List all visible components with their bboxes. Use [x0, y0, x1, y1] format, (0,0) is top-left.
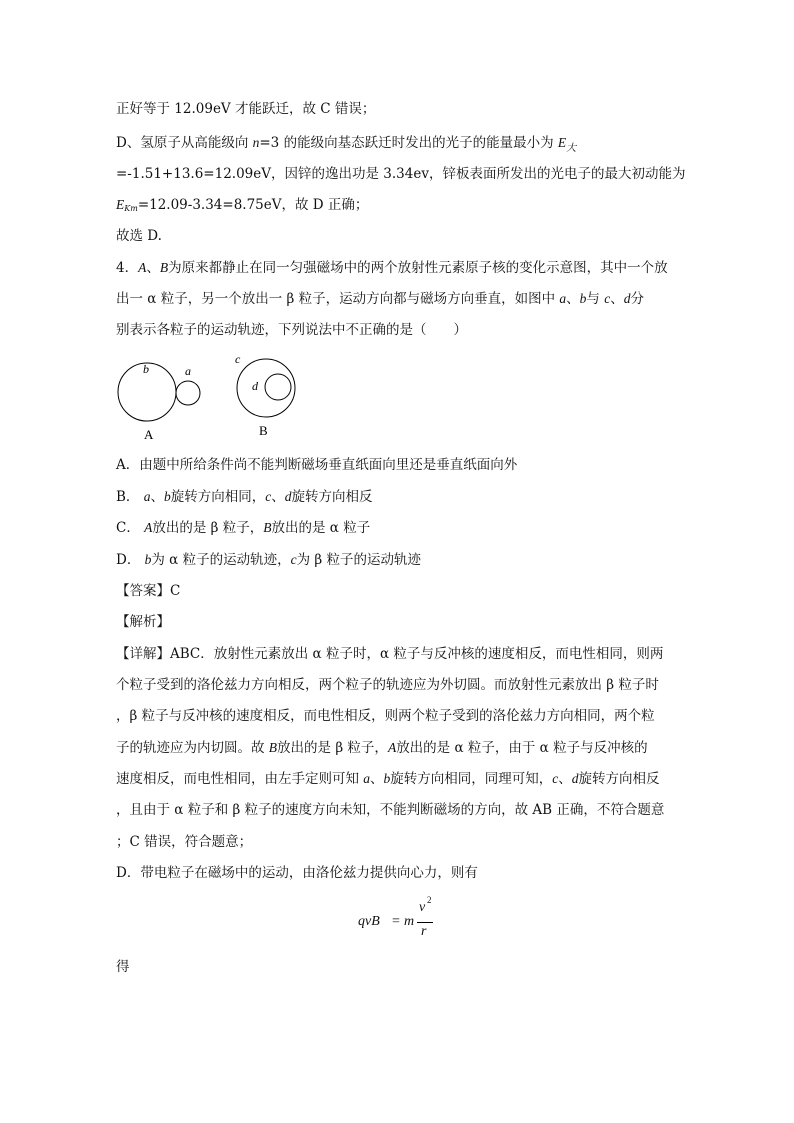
label-a: a	[185, 364, 191, 378]
option-A	[116, 455, 517, 475]
subscript: 大	[566, 143, 577, 154]
detail-line-6	[116, 800, 664, 820]
caption-A: A	[144, 427, 154, 442]
line-text: 放出的是 β 粒子，	[277, 740, 388, 756]
separator: 、	[146, 260, 160, 276]
line-text: 【详解】ABC．放射性元素放出 α 粒子时，α 粒子与反冲核的速度相反，而电性相同，则两	[116, 646, 664, 662]
option-B	[116, 487, 372, 507]
line-text: ，β 粒子与反冲核的速度相反，而电性相反，则两个粒子受到的洛伦兹力方向相同，两个粒	[116, 708, 655, 724]
option-letter: B．	[116, 489, 144, 505]
question-4-line-1	[116, 258, 668, 278]
answer-line	[116, 581, 180, 601]
detail-line-2	[116, 675, 659, 695]
line-text: 放出的是 α 粒子，由于 α 粒子与反冲核的	[396, 740, 648, 756]
orbit-figure	[110, 352, 310, 444]
variable-B: B	[159, 260, 169, 275]
option-text: 放出的是 α 粒子	[271, 520, 371, 536]
detail-line-4	[116, 738, 648, 758]
line-text: 故选 D.	[116, 228, 162, 244]
line-text: 分	[630, 291, 644, 307]
text-line-2	[116, 133, 576, 159]
circle-c	[237, 359, 295, 417]
question-number: 4．	[116, 260, 139, 276]
text-line-1	[116, 99, 375, 119]
variable-a: a	[363, 771, 371, 786]
variable-b: b	[144, 552, 152, 567]
line-text: 出一 α 粒子，另一个放出一 β 粒子，运动方向都与磁场方向垂直，如图中	[116, 291, 560, 307]
detail-line-5	[116, 769, 660, 789]
option-text: A．由题中所给条件尚不能判断磁场垂直纸面向里还是垂直纸面向外	[116, 457, 518, 473]
formula-numerator: v	[419, 900, 426, 915]
option-text: 为 α 粒子的运动轨迹，	[151, 552, 291, 568]
fraction-bar	[417, 922, 433, 923]
line-text: ，且由于 α 粒子和 β 粒子的速度方向未知，不能判断磁场的方向，故 AB 正确，不符合题意	[116, 802, 665, 818]
option-text: 旋转方向相反	[291, 489, 373, 505]
variable-d: d	[623, 291, 631, 306]
separator: 、	[150, 489, 164, 505]
line-text: 旋转方向相反	[578, 771, 660, 787]
variable-A: A	[138, 260, 147, 275]
detail-line-3	[116, 706, 655, 726]
variable-d: d	[571, 771, 579, 786]
question-4-line-3	[116, 320, 467, 340]
question-4-line-2	[116, 289, 644, 309]
lorentz-formula	[356, 895, 476, 948]
separator: 、	[370, 771, 384, 787]
line-text: =-1.51+13.6=12.09eV，因锌的逸出功是 3.34ev，锌板表面所发出的光电子的最大初动能为	[116, 166, 686, 182]
line-text: 子的轨迹应为内切圆。故	[116, 740, 269, 756]
label-d: d	[252, 379, 258, 393]
variable-c: c	[290, 552, 297, 567]
line-text: 速度相反，而电性相同，由左手定则可知	[116, 771, 364, 787]
line-text: 个粒子受到的洛伦兹力方向相反，两个粒子的轨迹应为外切圆。而放射性元素放出 β 粒子时	[116, 677, 659, 693]
variable-b: b	[579, 291, 587, 306]
variable-E: E	[116, 197, 125, 212]
line-text: ；C 错误，符合题意；	[116, 834, 253, 850]
label-c: c	[235, 352, 241, 366]
text-line-last	[116, 957, 130, 977]
line-text: =3 的能级向基态跃迁时发出的光子的能量最小为	[259, 135, 558, 151]
line-text: 为原来都静止在同一匀强磁场中的两个放射性元素原子核的变化示意图，其中一个放	[168, 260, 668, 276]
analysis-label: 【解析】	[116, 614, 170, 630]
line-text: 旋转方向相同，同理可知，	[390, 771, 553, 787]
variable-a: a	[559, 291, 567, 306]
separator: 、	[566, 291, 580, 307]
formula-superscript: 2	[427, 895, 432, 905]
option-text: 旋转方向相同，	[170, 489, 266, 505]
option-text: 为 β 粒子的运动轨迹	[296, 552, 421, 568]
variable-B: B	[268, 740, 278, 755]
analysis-heading	[116, 612, 170, 632]
detail-line-1	[116, 644, 663, 664]
line-text: 得	[116, 959, 130, 975]
circle-a	[176, 381, 200, 405]
formula-denominator: r	[421, 924, 427, 939]
variable-A: A	[144, 520, 153, 535]
variable-A: A	[387, 740, 397, 755]
option-letter: C．	[116, 520, 145, 536]
formula-lhs: qvB	[358, 914, 380, 929]
formula-m: m	[404, 914, 415, 929]
line-text: =12.09-3.34=8.75eV，故 D 正确；	[137, 197, 369, 213]
text-line-5	[116, 226, 162, 246]
variable-a: a	[143, 489, 151, 504]
variable-c: c	[265, 489, 272, 504]
variable-c: c	[604, 291, 611, 306]
variable-n: n	[252, 135, 260, 150]
answer-label: 【答案】C	[116, 583, 181, 599]
text-line-4	[116, 195, 368, 219]
subscript: Km	[124, 204, 138, 213]
option-letter: D．	[116, 552, 145, 568]
variable-b: b	[383, 771, 391, 786]
separator: 、	[610, 291, 624, 307]
caption-B: B	[259, 423, 268, 438]
variable-B: B	[263, 520, 272, 535]
detail-line-7	[116, 832, 252, 852]
variable-c: c	[552, 771, 559, 786]
variable-b: b	[163, 489, 171, 504]
detail-line-8	[116, 863, 478, 883]
separator: 、	[558, 771, 572, 787]
label-b: b	[143, 362, 149, 376]
line-text: 正好等于 12.09eV 才能跃迁，故 C 错误；	[116, 101, 376, 117]
text-line-3	[116, 164, 685, 184]
option-C	[116, 518, 370, 538]
variable-E: E	[557, 135, 567, 150]
circle-d	[265, 374, 291, 400]
line-text: 与	[586, 291, 605, 307]
line-text: D、氢原子从高能级向	[116, 135, 253, 151]
formula-equals: =	[392, 914, 400, 929]
option-text: 放出的是 β 粒子，	[152, 520, 264, 536]
line-text: 别表示各粒子的运动轨迹，下列说法中不正确的是（ ）	[116, 322, 467, 338]
variable-d: d	[284, 489, 292, 504]
separator: 、	[271, 489, 285, 505]
line-text: D．带电粒子在磁场中的运动，由洛伦兹力提供向心力，则有	[116, 865, 478, 881]
option-D	[116, 550, 421, 570]
